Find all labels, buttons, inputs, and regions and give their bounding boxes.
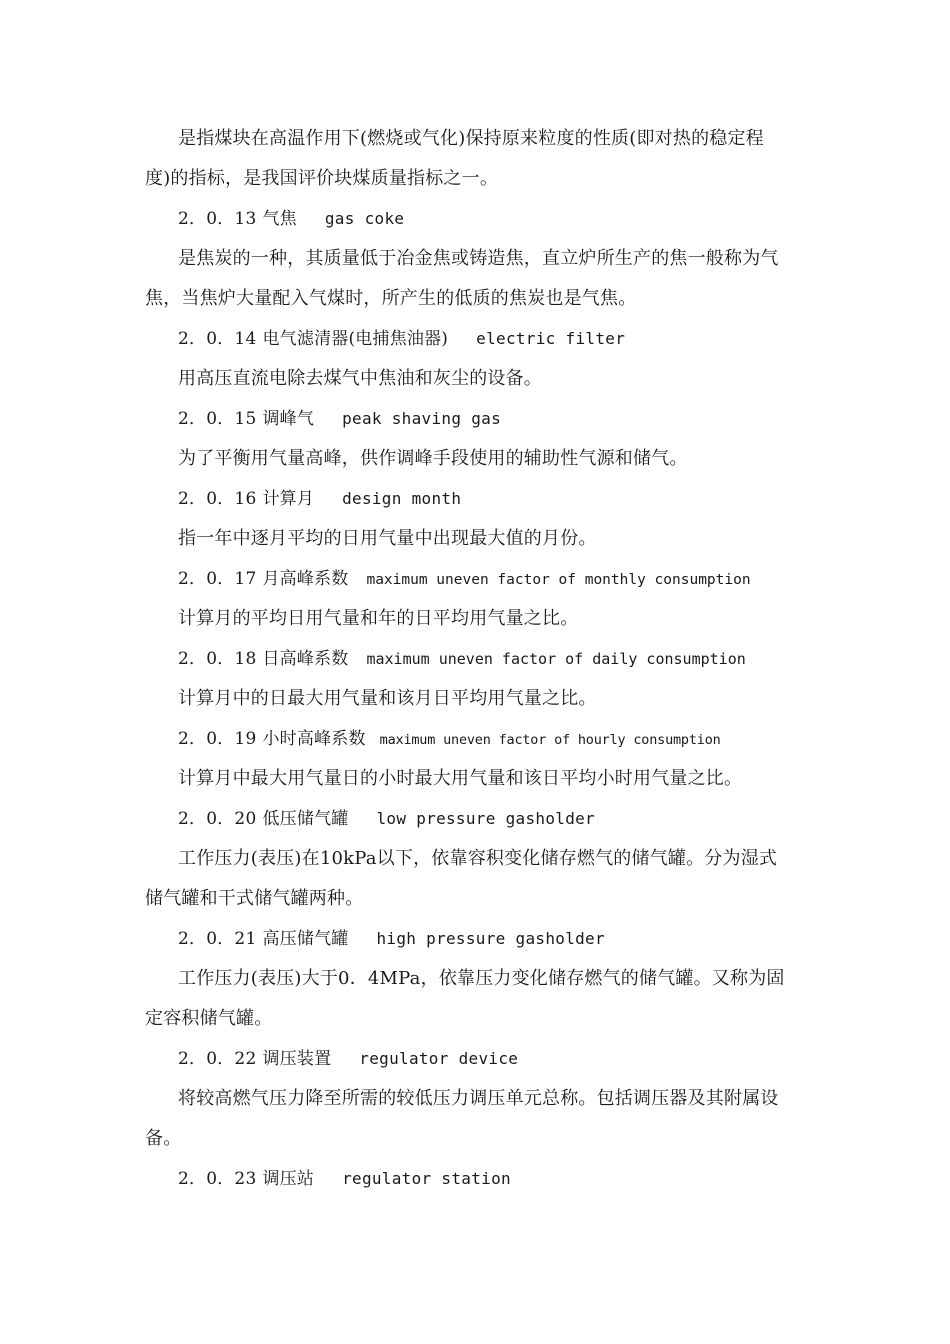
term-english: regulator station — [342, 1169, 511, 1188]
term-number: 2．0．17 — [178, 569, 257, 589]
term-chinese: 低压储气罐 — [262, 809, 349, 829]
term-number: 2．0．19 — [178, 729, 257, 749]
term-chinese: 电气滤清器(电捕焦油器) — [262, 329, 449, 349]
term-number: 2．0．21 — [178, 929, 257, 949]
term-english: maximum uneven factor of daily consumption — [366, 650, 746, 668]
term-heading-2-0-18 — [178, 646, 810, 672]
term-english: regulator device — [359, 1049, 519, 1068]
term-chinese: 调压装置 — [262, 1049, 332, 1069]
term-chinese: 月高峰系数 — [262, 569, 349, 589]
paragraph-line: 计算月中最大用气量日的小时最大用气量和该日平均小时用气量之比。 — [178, 768, 743, 789]
term-number: 2．0．13 — [178, 209, 257, 229]
term-heading-2-0-13 — [178, 206, 810, 232]
term-heading-2-0-20 — [178, 806, 810, 832]
term-number: 2．0．14 — [178, 329, 257, 349]
term-english: low pressure gasholder — [376, 809, 595, 828]
paragraph-line: 备。 — [145, 1128, 182, 1149]
term-number: 2．0．20 — [178, 809, 257, 829]
term-heading-2-0-16 — [178, 486, 810, 512]
term-english: peak shaving gas — [342, 409, 502, 428]
term-chinese: 高压储气罐 — [262, 929, 349, 949]
term-heading-2-0-19 — [178, 726, 810, 753]
paragraph-line: 是焦炭的一种，其质量低于冶金焦或铸造焦，直立炉所生产的焦一般称为气 — [178, 248, 779, 269]
paragraph-line: 定容积储气罐。 — [145, 1008, 273, 1029]
term-english: maximum uneven factor of hourly consumption — [379, 732, 721, 748]
term-english: maximum uneven factor of monthly consumption — [366, 572, 751, 588]
paragraph-line: 计算月中的日最大用气量和该月日平均用气量之比。 — [178, 688, 597, 709]
paragraph-line: 为了平衡用气量高峰，供作调峰手段使用的辅助性气源和储气。 — [178, 448, 688, 469]
term-chinese: 小时高峰系数 — [262, 729, 366, 749]
term-number: 2．0．23 — [178, 1169, 257, 1189]
paragraph-line: 工作压力(表压)在10kPa以下，依靠容积变化储存燃气的储气罐。分为湿式 — [178, 848, 778, 869]
paragraph-line: 用高压直流电除去煤气中焦油和灰尘的设备。 — [178, 368, 542, 389]
paragraph-line: 焦，当焦炉大量配入气煤时，所产生的低质的焦炭也是气焦。 — [145, 288, 637, 309]
term-english: electric filter — [476, 329, 626, 348]
term-number: 2．0．15 — [178, 409, 257, 429]
term-chinese: 调峰气 — [262, 409, 315, 429]
term-english: high pressure gasholder — [376, 929, 605, 948]
term-chinese: 计算月 — [262, 489, 315, 509]
term-number: 2．0．16 — [178, 489, 257, 509]
term-number: 2．0．18 — [178, 649, 257, 669]
paragraph-line: 工作压力(表压)大于0．4MPa，依靠压力变化储存燃气的储气罐。又称为固 — [178, 968, 785, 989]
term-heading-2-0-22 — [178, 1046, 810, 1072]
term-chinese: 调压站 — [262, 1169, 315, 1189]
paragraph-line: 储气罐和干式储气罐两种。 — [145, 888, 364, 909]
paragraph-line: 指一年中逐月平均的日用气量中出现最大值的月份。 — [178, 528, 597, 549]
paragraph-line: 是指煤块在高温作用下(燃烧或气化)保持原来粒度的性质(即对热的稳定程 — [178, 128, 764, 149]
term-heading-2-0-14 — [178, 326, 810, 352]
paragraph-line: 将较高燃气压力降至所需的较低压力调压单元总称。包括调压器及其附属设 — [178, 1088, 779, 1109]
paragraph-line: 度)的指标，是我国评价块煤质量指标之一。 — [145, 168, 499, 189]
term-heading-2-0-23 — [178, 1166, 810, 1192]
term-heading-2-0-15 — [178, 406, 810, 432]
term-english: design month — [342, 489, 462, 508]
term-heading-2-0-21 — [178, 926, 810, 952]
paragraph-line: 计算月的平均日用气量和年的日平均用气量之比。 — [178, 608, 579, 629]
term-english: gas coke — [324, 209, 405, 228]
term-number: 2．0．22 — [178, 1049, 257, 1069]
term-heading-2-0-17 — [178, 566, 810, 593]
term-chinese: 日高峰系数 — [262, 649, 349, 669]
term-chinese: 气焦 — [262, 209, 297, 229]
